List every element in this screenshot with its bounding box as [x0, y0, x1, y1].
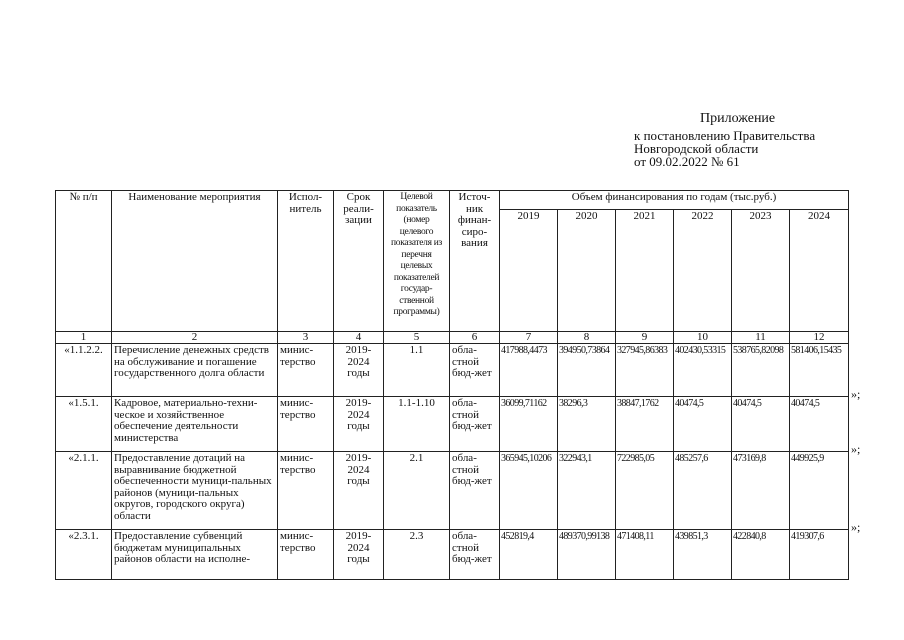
row-value: 439851,3: [674, 530, 732, 580]
header-year: 2022: [674, 210, 732, 332]
row-source: обла-стной бюд-жет: [450, 397, 500, 452]
row-value: 452819,4: [500, 530, 558, 580]
appendix-line-3: от 09.02.2022 № 61: [634, 154, 740, 169]
appendix-line-2: Новгородской области: [634, 141, 759, 156]
appendix-line-1: к постановлению Правительства: [634, 128, 816, 143]
row-end-quote: »;: [851, 520, 861, 534]
column-number: 9: [616, 332, 674, 344]
row-value: 538765,82098: [732, 344, 790, 397]
row-value: 322943,1: [558, 452, 616, 530]
column-number-row: [56, 332, 849, 344]
row-end-quote: »;: [851, 387, 861, 401]
row-value: 38296,3: [558, 397, 616, 452]
row-value: 473169,8: [732, 452, 790, 530]
row-value: 581406,15435: [790, 344, 849, 397]
table-row: [56, 397, 849, 452]
header-funding: Объем финансирования по годам (тыс.руб.): [500, 191, 849, 210]
header-executor: Испол-нитель: [278, 191, 334, 332]
row-value: 394950,73864: [558, 344, 616, 397]
column-number: 5: [384, 332, 450, 344]
row-executor: минис-терство: [278, 530, 334, 580]
column-number: 7: [500, 332, 558, 344]
row-value: 40474,5: [732, 397, 790, 452]
table-row: [56, 530, 849, 580]
header-target: Целевой показатель (номер целевого показателя из перечня целевых показателей государ-ственной программы): [384, 191, 450, 332]
header-year: 2021: [616, 210, 674, 332]
row-end-quote: »;: [851, 442, 861, 456]
table-row: [56, 344, 849, 397]
row-executor: минис-терство: [278, 344, 334, 397]
row-value: 40474,5: [790, 397, 849, 452]
column-number: 4: [334, 332, 384, 344]
row-value: 471408,11: [616, 530, 674, 580]
row-value: 365945,10206: [500, 452, 558, 530]
column-number: 8: [558, 332, 616, 344]
column-number: 6: [450, 332, 500, 344]
column-number: 3: [278, 332, 334, 344]
row-source: обла-стной бюд-жет: [450, 530, 500, 580]
row-term: 2019-2024 годы: [334, 530, 384, 580]
column-number: 1: [56, 332, 112, 344]
header-num: № п/п: [56, 191, 112, 332]
row-value: 38847,1762: [616, 397, 674, 452]
row-target: 2.3: [384, 530, 450, 580]
row-executor: минис-терство: [278, 397, 334, 452]
appendix-header: [634, 112, 874, 168]
column-number: 11: [732, 332, 790, 344]
header-year: 2024: [790, 210, 849, 332]
table-row: [56, 452, 849, 530]
header-name: Наименование мероприятия: [112, 191, 278, 332]
header-year: 2023: [732, 210, 790, 332]
header-year: 2020: [558, 210, 616, 332]
column-number: 10: [674, 332, 732, 344]
row-value: 722985,05: [616, 452, 674, 530]
row-target: 2.1: [384, 452, 450, 530]
row-name: Перечисление денежных средств на обслуживание и погашение государственного долга области: [112, 344, 278, 397]
row-value: 485257,6: [674, 452, 732, 530]
row-term: 2019-2024 годы: [334, 452, 384, 530]
row-name: Предоставление субвенций бюджетам муниципальных районов области на исполне-: [112, 530, 278, 580]
header-year: 2019: [500, 210, 558, 332]
row-target: 1.1: [384, 344, 450, 397]
header-term: Срок реали-зации: [334, 191, 384, 332]
appendix-title: Приложение: [700, 111, 776, 126]
row-value: 417988,4473: [500, 344, 558, 397]
row-source: обла-стной бюд-жет: [450, 344, 500, 397]
column-number: 12: [790, 332, 849, 344]
row-value: 402430,53315: [674, 344, 732, 397]
row-value: 449925,9: [790, 452, 849, 530]
row-num: «2.3.1.: [56, 530, 112, 580]
row-num: «2.1.1.: [56, 452, 112, 530]
row-value: 327945,86383: [616, 344, 674, 397]
funding-table: [55, 190, 849, 580]
row-num: «1.5.1.: [56, 397, 112, 452]
row-value: 489370,99138: [558, 530, 616, 580]
row-term: 2019-2024 годы: [334, 344, 384, 397]
header-source: Источ-ник финан-сиро-вания: [450, 191, 500, 332]
row-term: 2019-2024 годы: [334, 397, 384, 452]
row-value: 40474,5: [674, 397, 732, 452]
row-source: обла-стной бюд-жет: [450, 452, 500, 530]
row-executor: минис-терство: [278, 452, 334, 530]
row-value: 36099,71162: [500, 397, 558, 452]
row-value: 422840,8: [732, 530, 790, 580]
row-value: 419307,6: [790, 530, 849, 580]
column-number: 2: [112, 332, 278, 344]
header-row-1: [56, 191, 849, 210]
row-target: 1.1-1.10: [384, 397, 450, 452]
row-name: Кадровое, материально-техни-ческое и хозяйственное обеспечение деятельности министерства: [112, 397, 278, 452]
row-num: «1.1.2.2.: [56, 344, 112, 397]
row-name: Предоставление дотаций на выравнивание бюджетной обеспеченности муници-пальных районов (муници-пальных округов, городского округа) области: [112, 452, 278, 530]
